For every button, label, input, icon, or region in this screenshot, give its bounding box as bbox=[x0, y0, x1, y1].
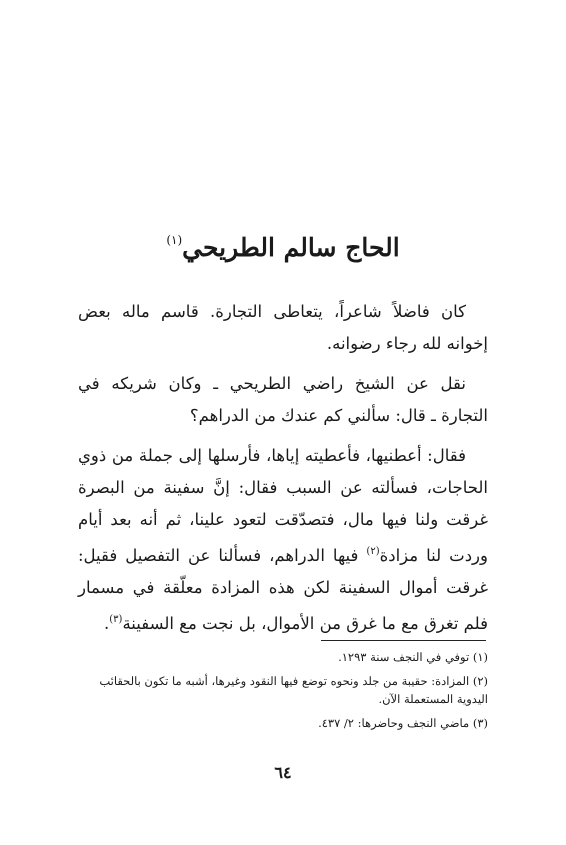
chapter-title bbox=[40, 222, 526, 266]
footnote-2: (٢) المزادة: حقيبة من جلد ونحوه توضع فيها النقود وغيرها، أشبه ما تكون بالحقائب اليدوية المستعملة الآن. bbox=[99, 674, 488, 706]
paragraph-3-part-2: فيها الدراهم، فسألنا عن التفصيل فقيل: غرقت أموال السفينة لكن هذه المزادة معلّقة في مسمار فلم تغرق مع ما غرق من الأموال، بل نجت مع السفينة bbox=[78, 546, 488, 633]
paragraph-3 bbox=[78, 440, 488, 640]
footnote-divider bbox=[321, 640, 486, 641]
footnote-1: (١) توفي في النجف سنة ١٢٩٣. bbox=[338, 650, 488, 664]
footnote-ref-2: (٢) bbox=[366, 546, 380, 557]
chapter-title-text: الحاج سالم الطريحي bbox=[182, 233, 400, 262]
footnote-ref-3: (٣) bbox=[109, 614, 123, 625]
page-number: ٦٤ bbox=[274, 763, 292, 782]
paragraph-1: كان فاضلاً شاعراً، يتعاطى التجارة. قاسم ماله بعض إخوانه لله رجاء رضوانه. bbox=[78, 302, 488, 353]
paragraph-2: نقل عن الشيخ راضي الطريحي ـ وكان شريكه في التجارة ـ قال: سألني كم عندك من الدراهم؟ bbox=[78, 374, 488, 425]
footnote-3: (٣) ماضي النجف وحاضرها: ٢/ ٤٣٧. bbox=[318, 716, 488, 730]
paragraph-3-part-3: . bbox=[104, 614, 110, 633]
footnotes bbox=[78, 648, 488, 738]
body-text bbox=[78, 296, 488, 648]
title-footnote-ref: (١) bbox=[166, 233, 183, 247]
paragraph-3-part-1: فقال: أعطنيها، فأعطيته إياها، فأرسلها إلى جملة من ذوي الحاجات، فسألته عن السبب فقال: إنَّ سفينة من البصرة غرقت ولنا فيها مال، فتصدّقت لتعود علينا، ثم أنه بعد أيام وردت لنا مزادة bbox=[78, 446, 488, 565]
